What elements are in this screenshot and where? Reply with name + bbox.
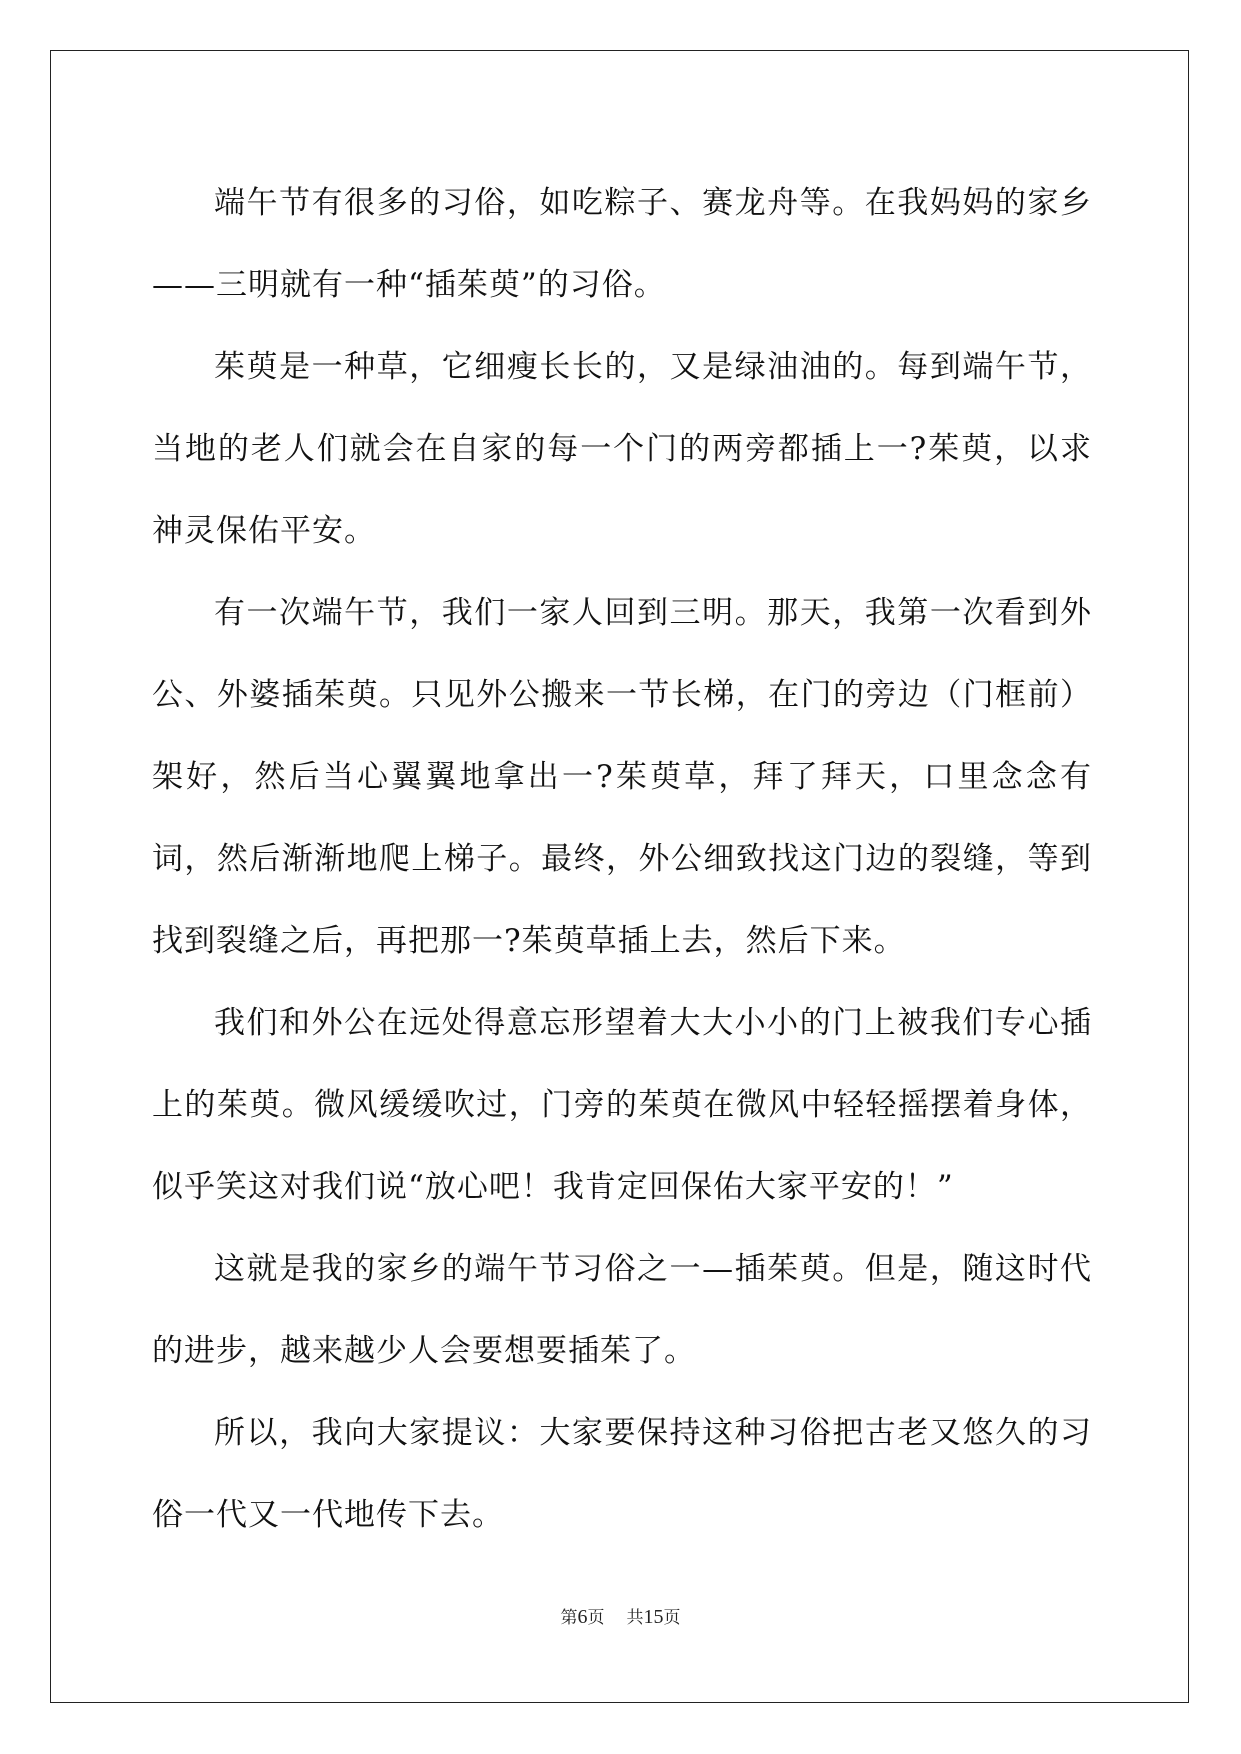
total-pages: 15 (643, 1606, 664, 1628)
total-suffix: 页 (663, 1608, 681, 1628)
page-footer (0, 1603, 1241, 1629)
page-suffix: 页 (587, 1608, 605, 1628)
page-number: 6 (577, 1606, 588, 1628)
paragraph-2: 茱萸是一种草，它细瘦长长的，又是绿油油的。每到端午节，当地的老人们就会在自家的每一个门的两旁都插上一?茱萸，以求神灵保佑平安。 (152, 349, 1092, 549)
paragraph-6: 所以，我向大家提议：大家要保持这种习俗把古老又悠久的习俗一代又一代地传下去。 (152, 1415, 1092, 1533)
total-prefix: 共 (626, 1608, 644, 1628)
paragraph-4: 我们和外公在远处得意忘形望着大大小小的门上被我们专心插上的茱萸。微风缓缓吹过，门旁的茱萸在微风中轻轻摇摆着身体，似乎笑这对我们说“放心吧！我肯定回保佑大家平安的！” (152, 1005, 1092, 1205)
document-body (152, 162, 1092, 1556)
page-prefix: 第 (560, 1608, 578, 1628)
paragraph-1: 端午节有很多的习俗，如吃粽子、赛龙舟等。在我妈妈的家乡——三明就有一种“插茱萸”的习俗。 (152, 185, 1092, 303)
paragraph-3: 有一次端午节，我们一家人回到三明。那天，我第一次看到外公、外婆插茱萸。只见外公搬来一节长梯，在门的旁边（门框前）架好，然后当心翼翼地拿出一?茱萸草，拜了拜天，口里念念有词，然后渐渐地爬上梯子。最终，外公细致找这门边的裂缝，等到找到裂缝之后，再把那一?茱萸草插上去，然后下来。 (152, 595, 1092, 959)
paragraph-5: 这就是我的家乡的端午节习俗之一—插茱萸。但是，随这时代的进步，越来越少人会要想要插茱了。 (152, 1251, 1092, 1369)
